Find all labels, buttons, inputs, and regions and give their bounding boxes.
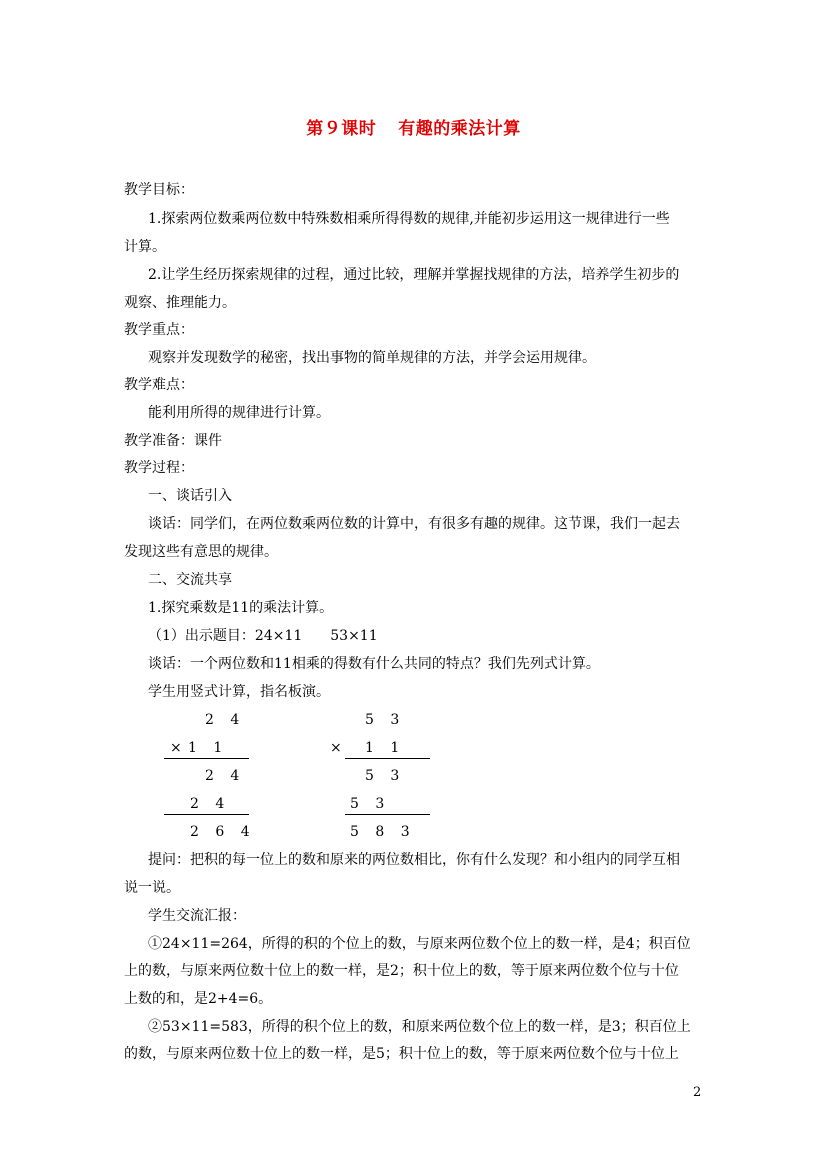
calc2-product: 5 8 3 <box>350 824 416 840</box>
lesson-number: 第９课时 <box>306 119 377 139</box>
text-line: 学生用竖式计算，指名板演。 <box>148 684 330 700</box>
calc2-multiplier: 1 1 <box>365 740 406 756</box>
calc1-partial-1: 2 4 <box>205 768 246 784</box>
text-line: 一、谈话引入 <box>148 488 232 504</box>
text-line: ②53×11=583，所得的积个位上的数，和原来两位数个位上的数一样，是3；积百位上 <box>148 1019 691 1035</box>
text-line: 谈话：同学们，在两位数乘两位数的计算中，有很多有趣的规律。这节课，我们一起去 <box>148 516 680 532</box>
text-line: 观察、推理能力。 <box>124 295 236 311</box>
calc1-rule-1 <box>164 758 249 759</box>
text-line: 发现这些有意思的规律。 <box>124 544 278 560</box>
calc2-rule-1 <box>345 758 430 759</box>
text-line: 说一说。 <box>124 880 180 896</box>
text-line: 计算。 <box>124 239 166 255</box>
page-number: 2 <box>693 1085 702 1100</box>
text-line: 上数的和，是2+4=6。 <box>124 991 273 1007</box>
lesson-title <box>0 114 827 139</box>
text-line: 教学目标： <box>124 182 194 198</box>
text-line: 能利用所得的规律进行计算。 <box>148 405 330 421</box>
text-line: 的数，与原来两位数十位上的数一样，是5；积十位上的数，等于原来两位数个位与十位上 <box>124 1046 679 1062</box>
text-line: 教学准备：课件 <box>124 433 222 449</box>
text-line: （1）出示题目：24×11 53×11 <box>148 628 378 644</box>
calc2-rule-2 <box>345 814 430 815</box>
calc1-product: 2 6 4 <box>190 824 256 840</box>
text-line: 教学过程： <box>124 460 194 476</box>
calc1-partial-2: 2 4 <box>190 796 231 812</box>
text-line: 教学难点： <box>124 377 194 393</box>
text-line: 1.探索两位数乘两位数中特殊数相乘所得得数的规律,并能初步运用这一规律进行一些 <box>148 211 670 227</box>
calc2-partial-2: 5 3 <box>350 796 391 812</box>
text-line: 二、交流共享 <box>148 572 232 588</box>
calc2-times-sign: × <box>330 740 348 756</box>
calc1-multiplier: 1 1 <box>188 740 229 756</box>
calc1-rule-2 <box>164 814 249 815</box>
calc2-partial-1: 5 3 <box>365 768 406 784</box>
text-line: 1.探究乘数是11的乘法计算。 <box>148 600 334 616</box>
text-line: 教学重点： <box>124 322 194 338</box>
text-line: ①24×11=264，所得的积的个位上的数，与原来两位数个位上的数一样，是4；积百位 <box>148 936 691 952</box>
calc1-multiplicand: 2 4 <box>205 712 246 728</box>
text-line: 学生交流汇报： <box>148 908 246 924</box>
text-line: 谈话：一个两位数和11相乘的得数有什么共同的特点？我们先列式计算。 <box>148 656 600 672</box>
text-line: 提问：把积的每一位上的数和原来的两位数相比，你有什么发现？和小组内的同学互相 <box>148 852 680 868</box>
text-line: 上的数，与原来两位数十位上的数一样，是2；积十位上的数，等于原来两位数个位与十位 <box>124 963 679 979</box>
calc1-times-sign: × <box>170 740 188 756</box>
lesson-topic: 有趣的乘法计算 <box>398 119 521 139</box>
text-line: 观察并发现数学的秘密，找出事物的简单规律的方法，并学会运用规律。 <box>148 350 596 366</box>
calc2-multiplicand: 5 3 <box>365 712 406 728</box>
text-line: 2.让学生经历探索规律的过程，通过比较，理解并掌握找规律的方法，培养学生初步的 <box>148 267 680 283</box>
